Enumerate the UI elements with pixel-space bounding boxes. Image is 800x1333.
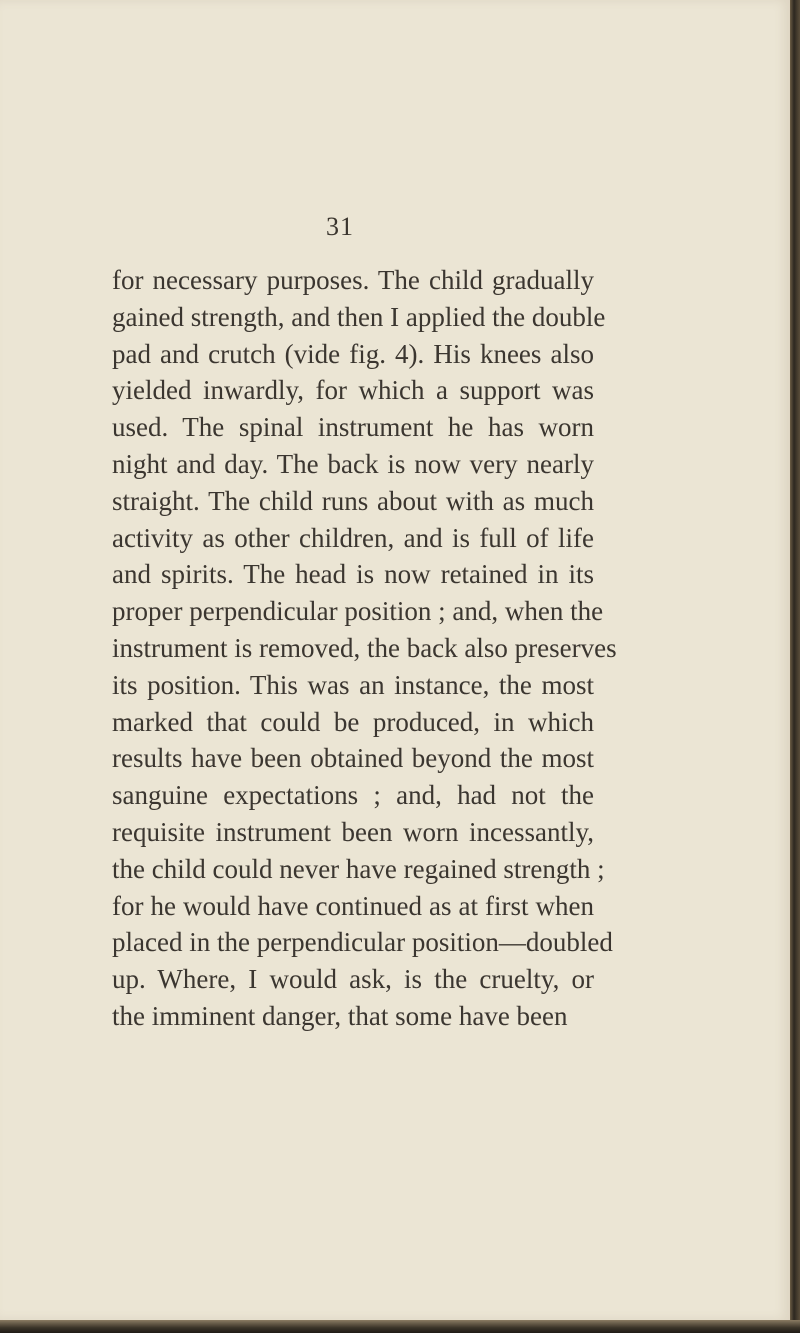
text-line-3: pad and crutch (vide fig. 4). His knees also (112, 338, 594, 369)
text-line-14: results have been obtained beyond the most (112, 743, 594, 774)
text-line-7: straight. The child runs about with as much (112, 485, 594, 516)
text-line-6: night and day. The back is now very nearly (112, 448, 594, 479)
text-line-21: the imminent danger, that some have been (112, 1000, 568, 1031)
text-line-18: for he would have continued as at first when (112, 890, 594, 921)
page-bottom-edge (0, 1320, 800, 1333)
text-line-1: for necessary purposes. The child gradually (112, 265, 594, 295)
text-line-9: and spirits. The head is now retained in its (112, 559, 594, 590)
text-line-12: its position. This was an instance, the most (112, 669, 594, 700)
text-line-20: up. Where, I would ask, is the cruelty, or (112, 964, 594, 995)
text-line-8: activity as other children, and is full of life (112, 522, 594, 553)
text-line-19: placed in the perpendicular position—doubled (112, 927, 613, 958)
text-line-13: marked that could be produced, in which (112, 706, 594, 737)
text-line-10: proper perpendicular position ; and, when the (112, 596, 604, 627)
text-line-16: requisite instrument been worn incessantly, (112, 816, 594, 847)
text-line-11: instrument is removed, the back also preserves (112, 632, 617, 663)
page-number: 31 (326, 212, 354, 241)
text-line-2: gained strength, and then I applied the double (112, 301, 606, 332)
text-line-4: yielded inwardly, for which a support was (112, 375, 594, 406)
text-line-5: used. The spinal instrument he has worn (112, 412, 594, 443)
text-line-15: sanguine expectations ; and, had not the (112, 780, 594, 811)
text-line-17: the child could never have regained strength ; (112, 853, 605, 884)
body-text (112, 262, 617, 1035)
book-spine-edge (790, 0, 800, 1333)
